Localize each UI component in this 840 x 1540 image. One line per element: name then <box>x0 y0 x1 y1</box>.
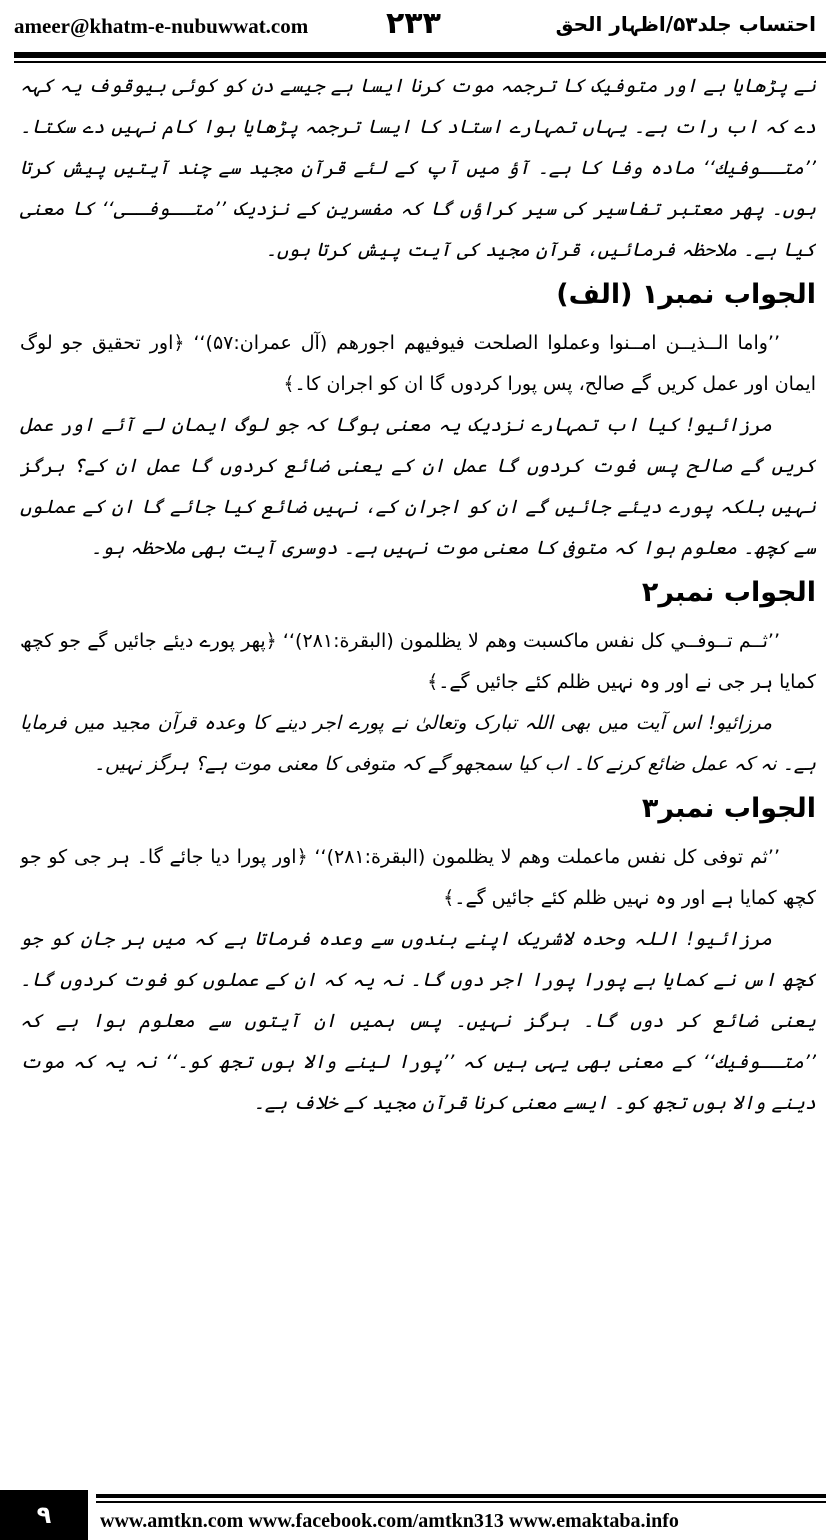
page-header <box>0 0 840 58</box>
footer-rule-thin <box>96 1501 826 1503</box>
footer-urls: www.amtkn.com www.facebook.com/amtkn313 www.emaktaba.info <box>100 1510 679 1532</box>
paragraph-answer-3: مرزائیو! اللہ وحدہ لاشریک اپنے بندوں سے وعدہ فرماتا ہے کہ میں ہر جان کو جو کچھ اس نے کمایا ہے پورا پورا اجر دوں گا۔ نہ یہ کہ ان کے عملوں کو فوت کردوں گا۔ یعنی ضائع کر دوں گا۔ ہرگز نہیں۔ پس ہمیں ان آیتوں سے معلوم ہوا ہے کہ ’’متــوفيك‘‘ کے معنی بھی یہی ہیں کہ ’’پورا لینے والا ہوں تجھ کو۔‘‘ نہ یہ کہ موت دینے والا ہوں تجھ کو۔ ایسے معنی کرنا قرآن مجید کے خلاف ہے۔ <box>20 928 816 1114</box>
heading-answer-3: الجواب نمبر۳ <box>641 793 816 824</box>
heading-answer-1a: الجواب نمبر۱ (الف) <box>556 279 816 310</box>
header-email: ameer@khatm-e-nubuwwat.com <box>14 14 309 38</box>
page-body <box>20 66 816 1474</box>
heading-answer-2: الجواب نمبر۲ <box>641 577 816 608</box>
quran-verse-2: ’’ثــم تــوفــي كل نفس ماكسبت وهم لا يظلمون (البقرة:۲۸۱)‘‘ ﴿پھر پورے دیئے جائیں گے جو کچھ کمایا ہر جی نے اور وہ نہیں ظلم کئے جائیں گے۔﴾ <box>20 630 816 693</box>
paragraph-answer-2: مرزائیو! اس آیت میں بھی اللہ تبارک وتعالیٰ نے پورے اجر دینے کا وعدہ قرآن مجید میں فرمایا ہے۔ نہ کہ عمل ضائع کرنے کا۔ اب کیا سمجھو گے کہ متوفی کا معنی موت ہے؟ ہرگز نہیں۔ <box>20 712 816 775</box>
paragraph-intro: نے پڑھایا ہے اور متوفیک کا ترجمہ موت کرنا ایسا ہے جیسے دن کو کوئی بیوقوف یہ کہہ دے کہ اب رات ہے۔ یہاں تمہارے استاد کا ایسا ترجمہ پڑھایا ہوا کام نہیں دے سکتا۔ ’’متــوفيك‘‘ مادہ وفا کا ہے۔ آؤ میں آپ کے لئے قرآن مجید سے چند آیتیں پیش کرتا ہوں۔ پھر معتبر تفاسیر کی سیر کراؤں گا کہ مفسرین کے نزدیک ’’متــوفــی‘‘ کا معنی کیا ہے۔ ملاحظہ فرمائیں، قرآن مجید کی آیت پیش کرتا ہوں۔ <box>20 75 816 261</box>
quran-verse-3: ’’ثم توفى كل نفس ماعملت وهم لا يظلمون (البقرة:۲۸۱)‘‘ ﴿اور پورا دیا جائے گا۔ ہر جی کو جو کچھ کمایا ہے اور وہ نہیں ظلم کئے جائیں گے۔﴾ <box>20 846 816 909</box>
footer-rule-thick <box>96 1494 826 1498</box>
quran-verse-1: ’’واما الــذيــن امــنوا وعملوا الصلحت فيوفيهم اجورهم (آل عمران:۵۷)‘‘ ﴿اور تحقیق جو لوگ ایمان اور عمل کریں گے صالح، پس پورا کردوں گا ان کو اجران کا۔﴾ <box>20 332 816 395</box>
page-footer <box>0 1490 840 1540</box>
header-rule-thin <box>14 61 826 63</box>
paragraph-answer-1: مرزائیو! کیا اب تمہارے نزدیک یہ معنی ہوگا کہ جو لوگ ایمان لے آئے اور عمل کریں گے صالح پس فوت کردوں گا عمل ان کے یعنی ضائع کردوں گا عمل ان کے؟ ہرگز نہیں بلکہ پورے دیئے جائیں گے ان کو اجران کے، نہیں ضائع کیا جائے گا ان کے عملوں سے کچھ۔ معلوم ہوا کہ متوفی کا معنی موت نہیں ہے۔ دوسری آیت بھی ملاحظہ ہو۔ <box>20 414 816 559</box>
header-title: احتساب جلد۵۳/اظہار الحق <box>555 12 816 36</box>
header-rule-thick <box>14 52 826 58</box>
header-page-number: ۲۳۳ <box>386 6 441 41</box>
footer-page-number: ۹ <box>0 1490 88 1540</box>
